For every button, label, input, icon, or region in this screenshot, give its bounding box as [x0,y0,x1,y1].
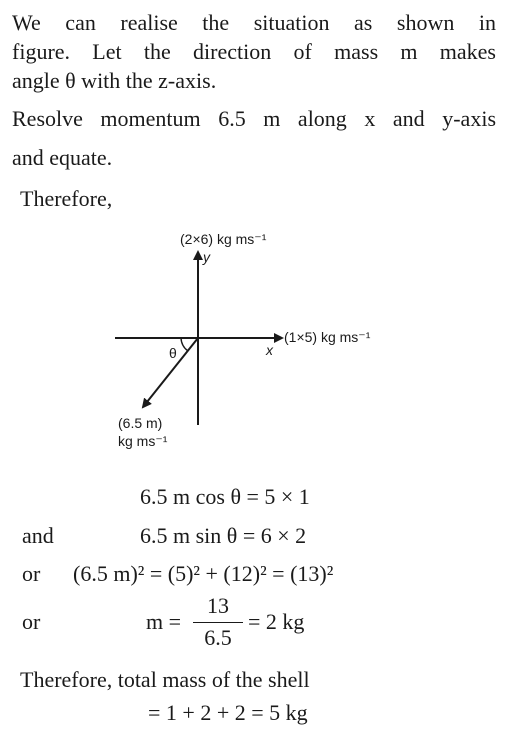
paragraph1-line1: We can realise the situation as shown in [12,10,496,35]
fraction-rhs: = 2 kg [248,609,305,634]
conclusion-line1: Therefore, total mass of the shell [20,667,310,692]
or-label-1: or [22,561,41,586]
fraction-bar [193,622,243,623]
y-axis-label: y [203,249,210,265]
equation-sin: 6.5 m sin θ = 6 × 2 [140,523,307,548]
equation-squares: (6.5 m)² = (5)² + (12)² = (13)² [73,561,334,586]
equation-cos: 6.5 m cos θ = 5 × 1 [140,484,310,509]
paragraph1-line3: angle θ with the z-axis. [12,68,217,93]
and-label: and [22,523,54,548]
fraction-lhs: m = [146,609,182,634]
paragraph1-line2: figure. Let the direction of mass m makes [12,39,496,64]
x-axis-label: x [266,342,273,358]
mass-momentum-label-1: (6.5 m) [118,415,163,431]
fraction-numerator: 13 [207,593,229,618]
y-momentum-label: (2×6) kg ms⁻¹ [180,231,267,247]
conclusion-line2: = 1 + 2 + 2 = 5 kg [148,700,308,725]
fraction-denominator: 6.5 [204,625,232,650]
angle-theta-label: θ [169,345,177,361]
therefore-label: Therefore, [20,186,113,211]
mass-momentum-label-2: kg ms⁻¹ [118,433,168,449]
x-momentum-label: (1×5) kg ms⁻¹ [284,329,371,345]
paragraph2-line1: Resolve momentum 6.5 m along x and y-axis [12,106,496,131]
angle-arc [181,338,188,351]
or-label-2: or [22,609,41,634]
paragraph2-line2: and equate. [12,145,113,170]
